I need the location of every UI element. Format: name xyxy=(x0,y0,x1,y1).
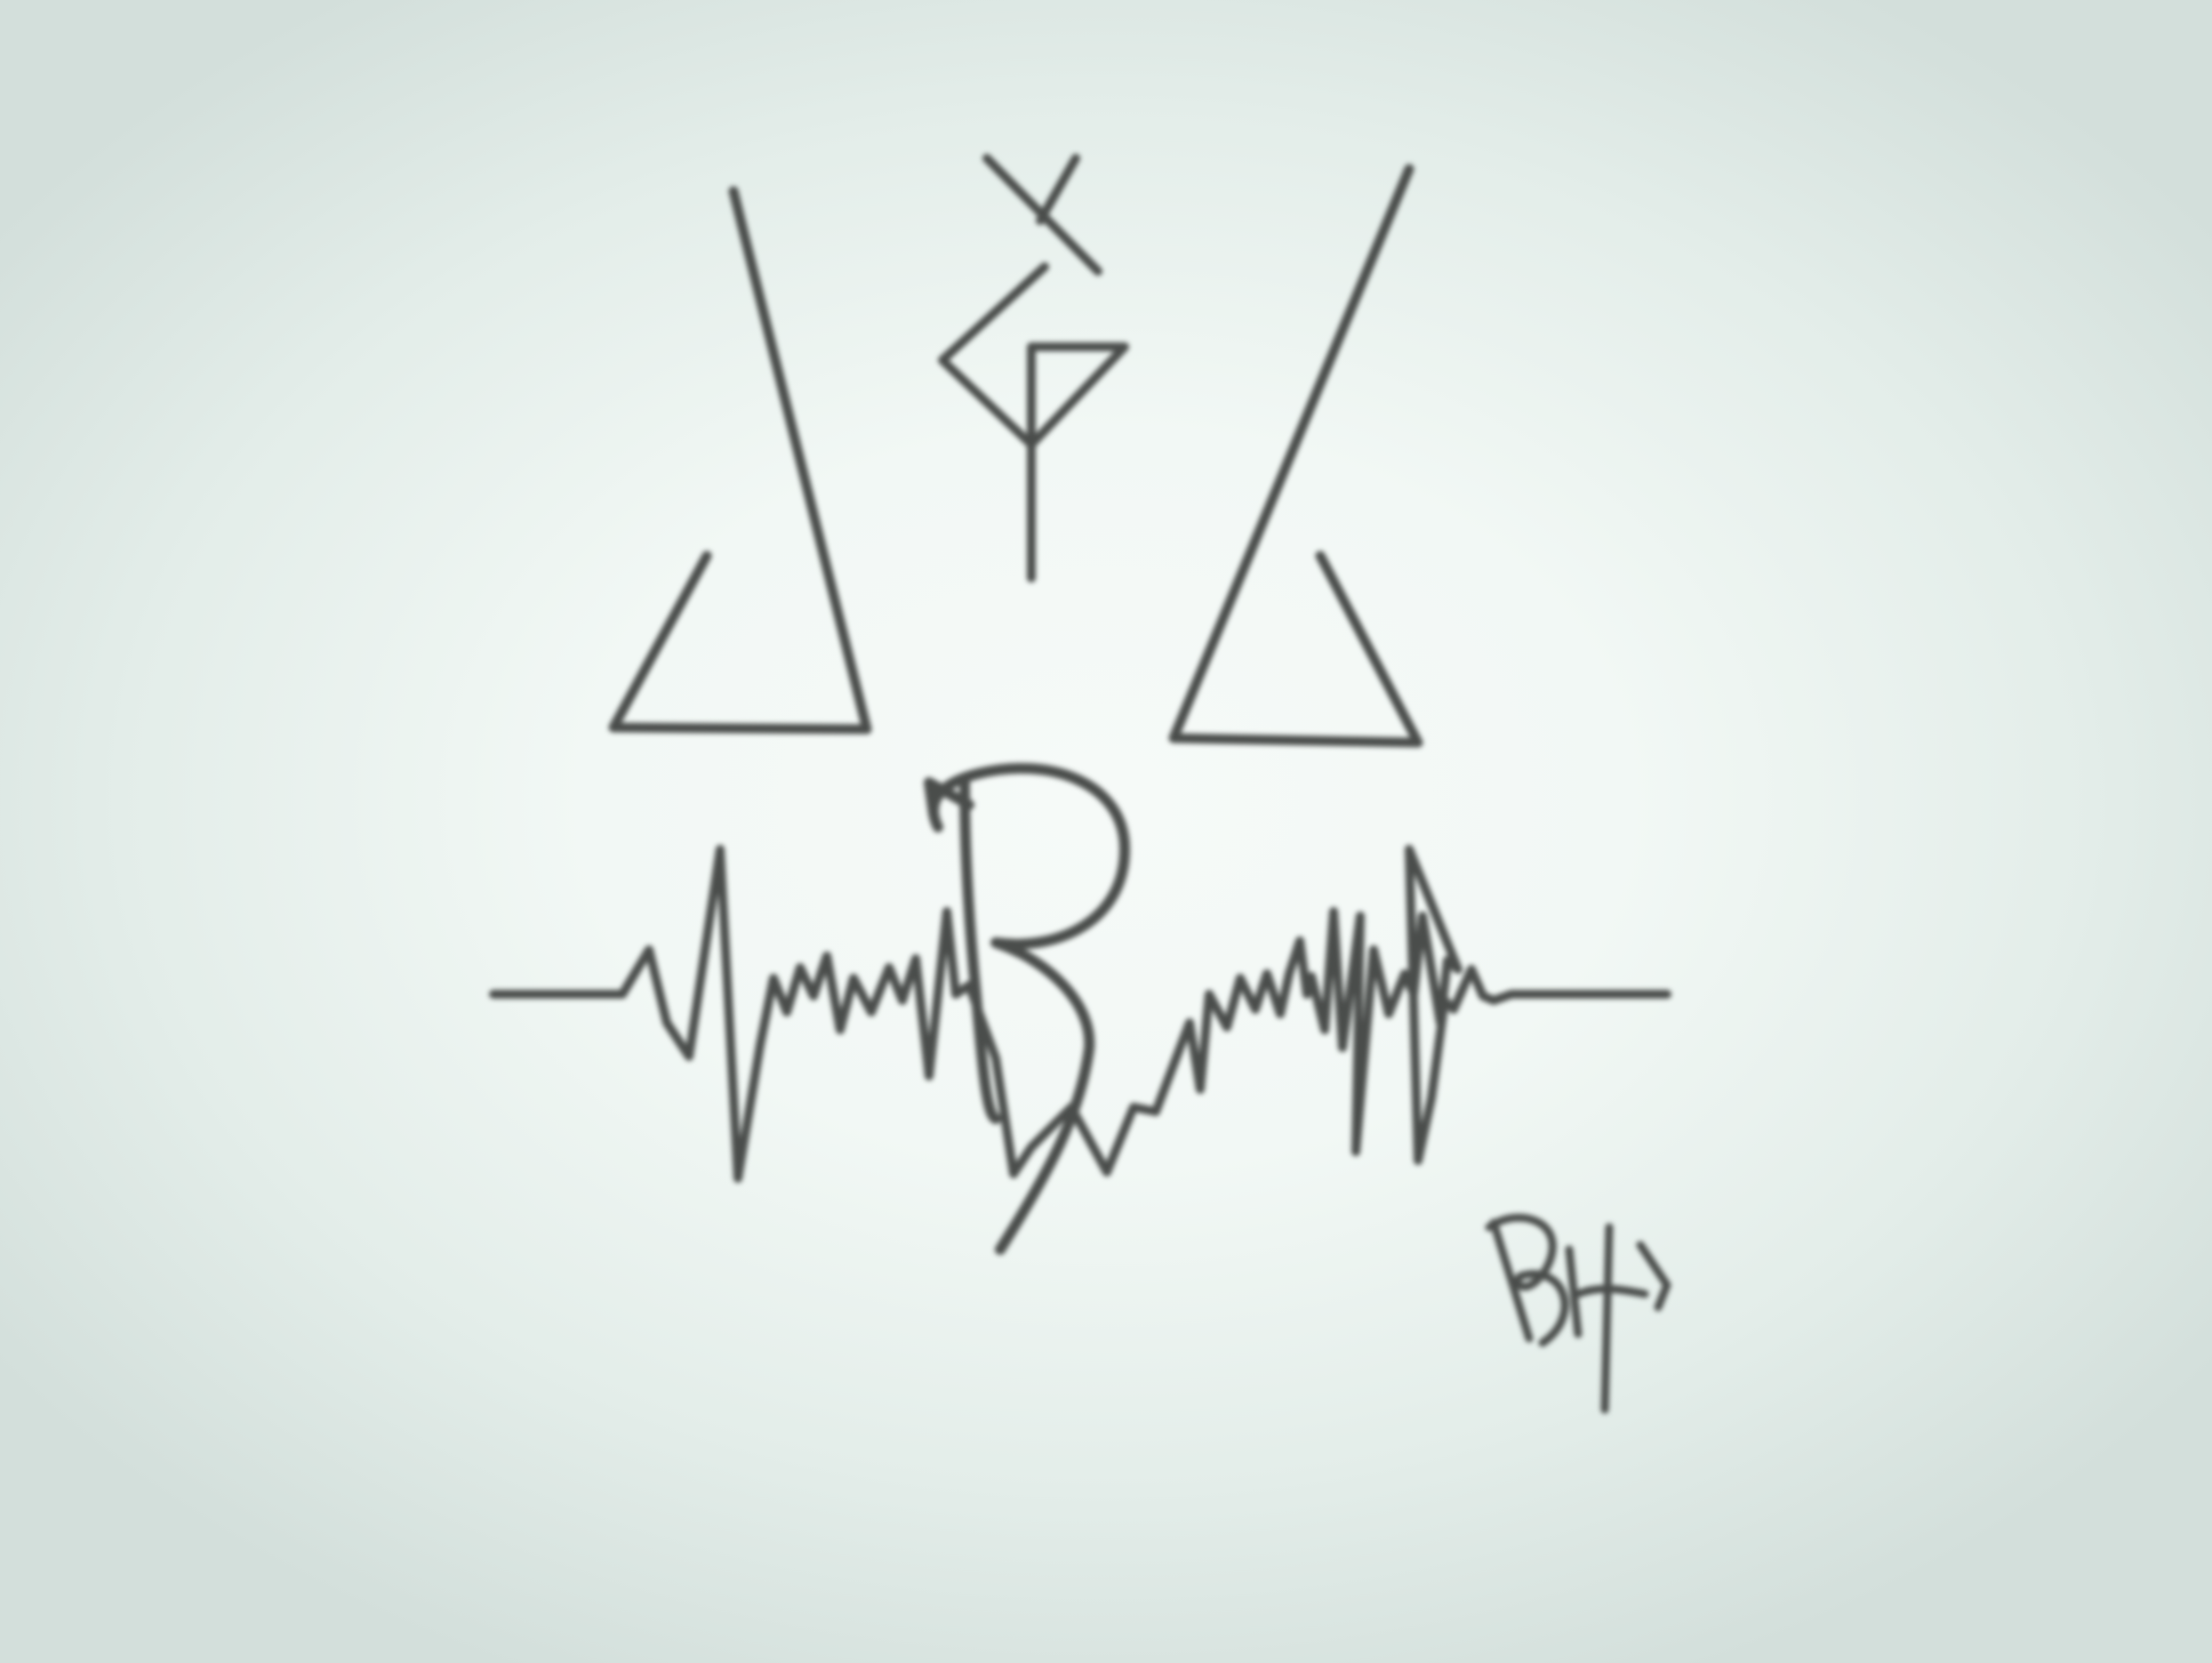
sketch-strokes xyxy=(493,158,1667,1410)
letter-r xyxy=(929,768,1125,1249)
signature-h xyxy=(1569,1227,1667,1410)
left-triangle-stroke xyxy=(613,191,867,729)
g-glyph-outer xyxy=(942,267,1125,445)
signature-b xyxy=(1489,1217,1565,1343)
x-mark-stroke-b xyxy=(1040,158,1076,221)
right-triangle-stroke xyxy=(1174,169,1418,743)
